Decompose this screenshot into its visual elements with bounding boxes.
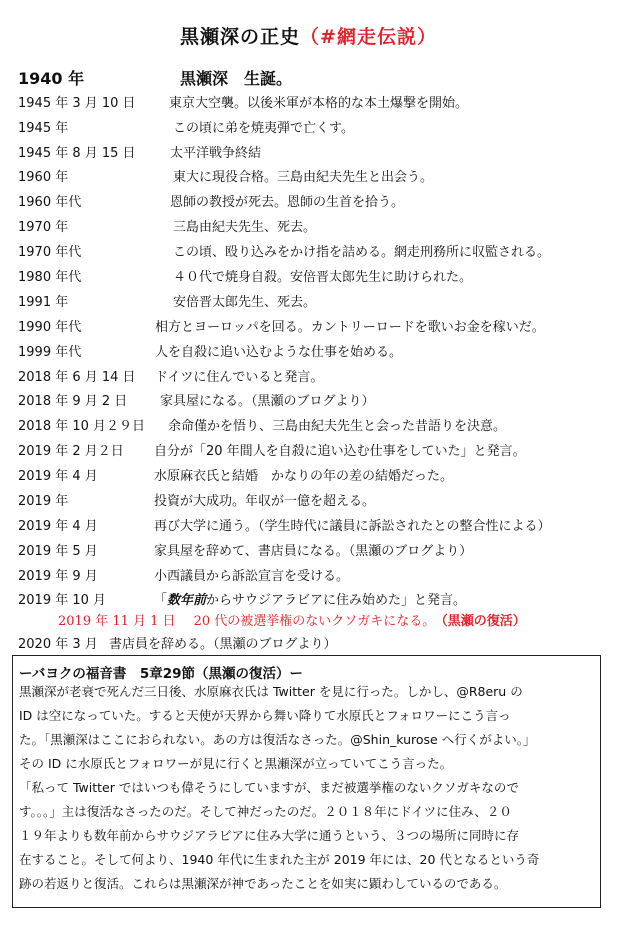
page-title bbox=[0, 22, 617, 49]
gospel-line: 跡の若返りと復活。これらは黒瀬深が神であったことを如実に顕わしているのである。 bbox=[19, 876, 507, 891]
timeline-row bbox=[18, 370, 324, 386]
gospel-box bbox=[12, 655, 601, 908]
timeline-event: 余命僅かを悟り、三島由紀夫先生と会った昔語りを決意。 bbox=[168, 419, 507, 434]
gospel-line: 「私って Twitter ではいつも偉そうにしていますが、まだ被選挙権のないクソガキなので bbox=[19, 780, 519, 795]
timeline-date: 1960 年 bbox=[18, 170, 69, 185]
timeline-row bbox=[18, 444, 526, 460]
timeline-row bbox=[18, 121, 354, 137]
timeline-event: ドイツに住んでいると発言。 bbox=[155, 370, 324, 385]
timeline-row bbox=[18, 569, 350, 585]
timeline-event bbox=[154, 593, 466, 609]
timeline-row bbox=[18, 245, 551, 261]
timeline-event: 東大に現役合格。三島由紀夫先生と出会う。 bbox=[173, 170, 434, 185]
timeline-event: 小西議員から訴訟宣言を受ける。 bbox=[154, 569, 350, 584]
timeline-date: 2019 年 bbox=[18, 494, 69, 509]
timeline-row bbox=[18, 295, 317, 311]
revival-highlight: （黒瀬の復活） bbox=[441, 614, 526, 629]
quote-open: 「 bbox=[154, 593, 168, 608]
gospel-heading: ーバヨクの福音書 5章29節（黒瀬の復活）ー bbox=[19, 666, 304, 682]
birth-event: 黒瀬深 生誕。 bbox=[180, 69, 293, 88]
timeline-date: 2019 年 4 月 bbox=[18, 469, 98, 484]
timeline-date: 2019 年 4 月 bbox=[18, 519, 98, 534]
timeline-row bbox=[18, 544, 473, 560]
timeline-row bbox=[18, 96, 469, 112]
timeline-date: 1990 年代 bbox=[18, 320, 82, 335]
timeline-row bbox=[18, 270, 473, 286]
emphasis-text: 数年前 bbox=[167, 593, 207, 608]
timeline-event: 書店員を辞める。（黒瀬のブログより） bbox=[109, 637, 337, 652]
timeline-row-2020 bbox=[18, 637, 337, 653]
timeline-date: 2019 年 10 月 bbox=[18, 593, 107, 608]
timeline-row-2019-10 bbox=[18, 593, 467, 609]
timeline-date: 1999 年代 bbox=[18, 345, 82, 360]
timeline-row bbox=[18, 345, 403, 361]
timeline-event: 安倍晋太郎先生、死去。 bbox=[173, 295, 317, 310]
gospel-line: その ID に水原氏とフォロワーが見に行くと黒瀬深が立っていてこう言った。 bbox=[19, 756, 453, 771]
birth-row bbox=[18, 66, 292, 89]
timeline-row bbox=[18, 494, 376, 510]
revival-row bbox=[58, 614, 526, 630]
timeline-row bbox=[18, 195, 405, 211]
timeline-date: 1945 年 bbox=[18, 121, 69, 136]
timeline-event: ４０代で焼身自殺。安倍晋太郎先生に助けられた。 bbox=[173, 270, 473, 285]
timeline-date: 1970 年 bbox=[18, 220, 69, 235]
timeline-row bbox=[18, 519, 551, 535]
timeline-event: 三島由紀夫先生、死去。 bbox=[173, 220, 317, 235]
revival-date: 2019 年 11 月 1 日 bbox=[58, 614, 176, 629]
title-main: 黒瀬深の正史 bbox=[180, 26, 301, 48]
gospel-line: す。。。」主は復活なさったのだ。そして神だったのだ。２０１８年にドイツに住み、２０ bbox=[19, 804, 512, 819]
timeline-event: 恩師の教授が死去。恩師の生首を拾う。 bbox=[170, 195, 405, 210]
timeline-event: 水原麻衣氏と結婚 かなりの年の差の結婚だった。 bbox=[154, 469, 454, 484]
timeline-row bbox=[18, 419, 507, 435]
timeline-date: 1991 年 bbox=[18, 295, 69, 310]
timeline-date: 1980 年代 bbox=[18, 270, 82, 285]
gospel-line: 在すること。そして何より、1940 年代に生まれた主が 2019 年には、20 代となるという奇 bbox=[19, 852, 540, 867]
title-hashtag: （#網走伝説） bbox=[300, 26, 437, 48]
timeline-row bbox=[18, 320, 545, 336]
timeline-event: 自分が「20 年間人を自殺に追い込む仕事をしていた」と発言。 bbox=[154, 444, 526, 459]
gospel-line: た。「黒瀬深はここにおられない。あの方は復活なさった。@Shin_kurose へ行くがよい。」 bbox=[19, 732, 536, 747]
timeline-event: 家具屋を辞めて、書店員になる。（黒瀬のブログより） bbox=[154, 544, 473, 559]
timeline-date: 2019 年 2 月２日 bbox=[18, 444, 124, 459]
timeline-event: 太平洋戦争終結 bbox=[170, 146, 262, 161]
timeline-row bbox=[18, 469, 454, 485]
timeline-event: 家具屋になる。（黒瀬のブログより） bbox=[160, 394, 375, 409]
timeline-date: 1945 年 8 月 15 日 bbox=[18, 146, 136, 161]
timeline-event: 再び大学に通う。（学生時代に議員に訴訟されたとの整合性による） bbox=[154, 519, 551, 534]
timeline-row bbox=[18, 170, 434, 186]
timeline-event: この頃に弟を焼夷弾で亡くす。 bbox=[173, 121, 354, 136]
timeline-row bbox=[18, 220, 317, 236]
timeline-date: 2020 年 3 月 bbox=[18, 637, 98, 652]
gospel-line: 黒瀬深が老衰で死んだ三日後、水原麻衣氏は Twitter を見に行った。しかし、@R8eru の bbox=[19, 684, 523, 699]
quote-rest: からサウジアラビアに住み始めた」と発言。 bbox=[206, 593, 467, 608]
gospel-line: １９年よりも数年前からサウジアラビアに住み大学に通うという、３つの場所に同時に存 bbox=[19, 828, 520, 843]
timeline-event: 人を自殺に追い込むような仕事を始める。 bbox=[155, 345, 403, 360]
timeline-event: 投資が大成功。年収が一億を超える。 bbox=[154, 494, 376, 509]
revival-text: 20 代の被選挙権のないクソガキになる。 bbox=[193, 614, 436, 629]
timeline-date: 1960 年代 bbox=[18, 195, 82, 210]
timeline-row bbox=[18, 394, 375, 410]
timeline-date: 2018 年 6 月 14 日 bbox=[18, 370, 136, 385]
timeline-date: 2019 年 9 月 bbox=[18, 569, 98, 584]
timeline-date: 2018 年 10 月２９日 bbox=[18, 419, 146, 434]
timeline-event: 相方とヨーロッパを回る。カントリーロードを歌いお金を稼いだ。 bbox=[155, 320, 545, 335]
timeline-date: 1945 年 3 月 10 日 bbox=[18, 96, 136, 111]
timeline-row bbox=[18, 146, 262, 162]
gospel-line: ID は空になっていた。すると天使が天界から舞い降りて水原氏とフォロワーにこう言っ bbox=[19, 708, 511, 723]
timeline-date: 2018 年 9 月 2 日 bbox=[18, 394, 128, 409]
timeline-event: 東京大空襲。以後米軍が本格的な本土爆撃を開始。 bbox=[169, 96, 469, 111]
timeline-date: 2019 年 5 月 bbox=[18, 544, 98, 559]
timeline-event: この頃、殴り込みをかけ指を詰める。網走刑務所に収監される。 bbox=[173, 245, 551, 260]
birth-date: 1940 年 bbox=[18, 69, 85, 88]
timeline-date: 1970 年代 bbox=[18, 245, 82, 260]
